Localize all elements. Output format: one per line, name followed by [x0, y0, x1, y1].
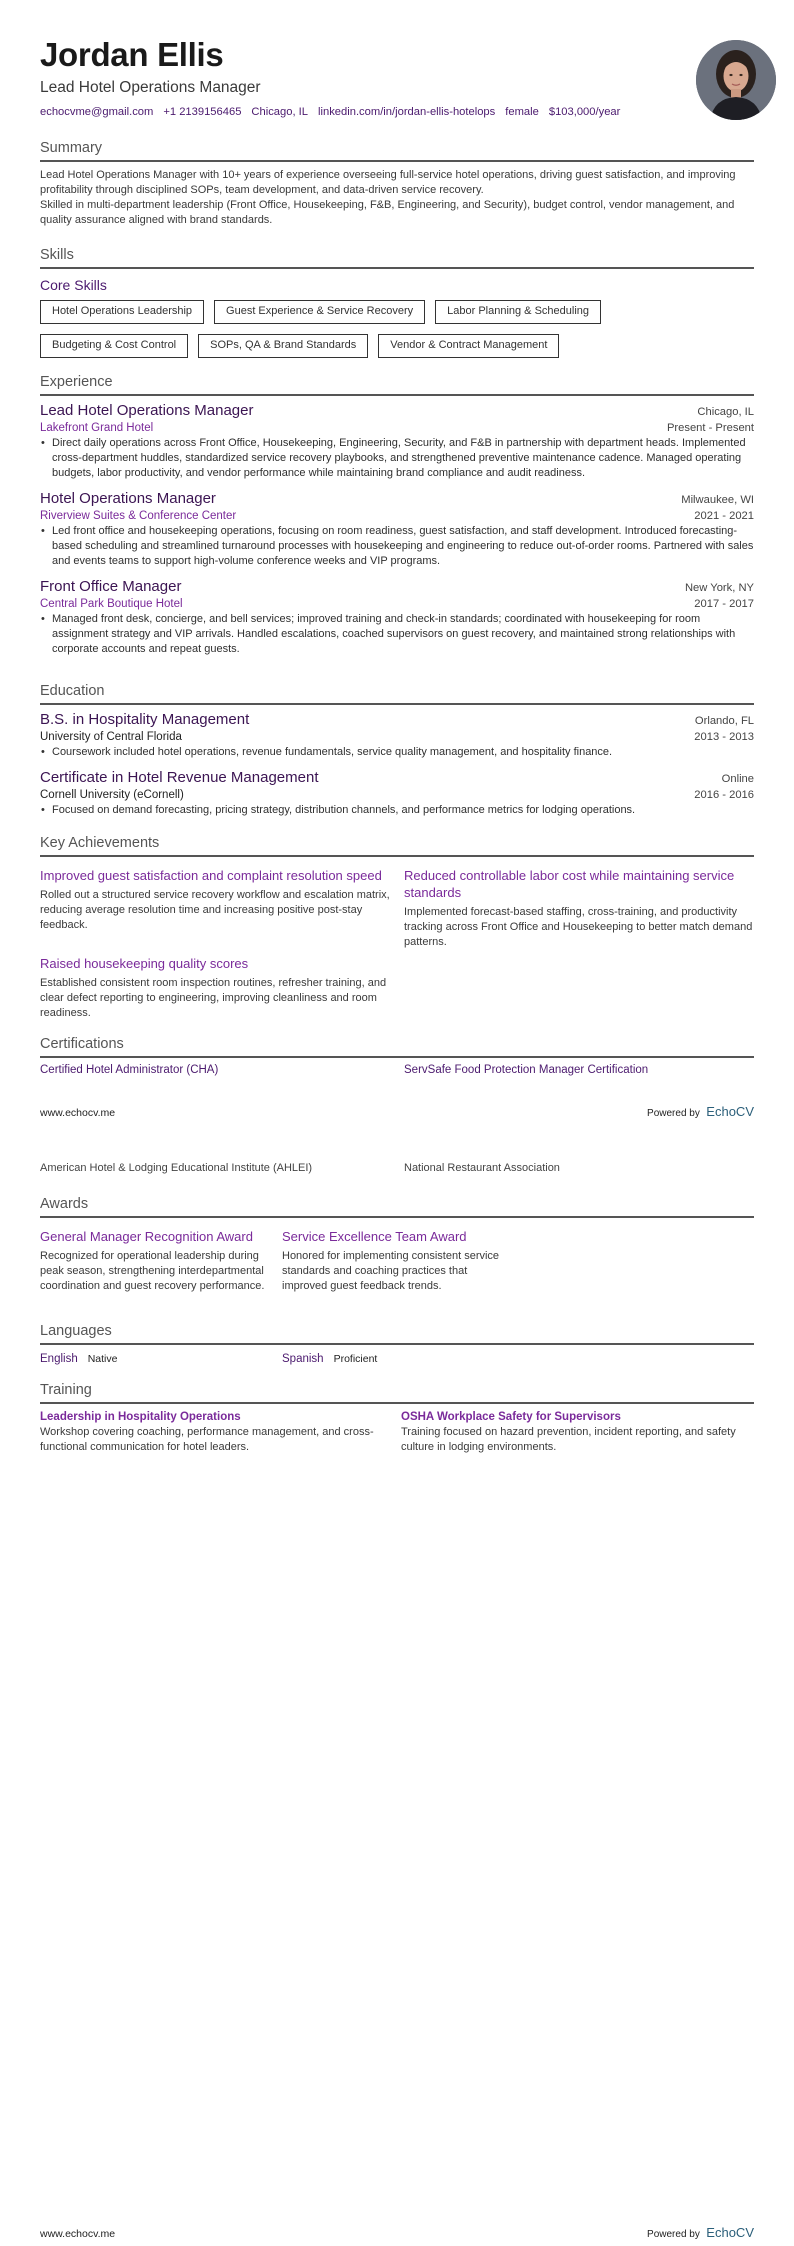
- job-dates: 2021 - 2021: [694, 510, 754, 522]
- experience-entry: [40, 489, 754, 569]
- training-title: Training: [40, 1381, 754, 1404]
- training-item: [40, 1410, 390, 1455]
- job-dates: Present - Present: [666, 422, 754, 434]
- achievement-item: [40, 955, 390, 1021]
- languages-title: Languages: [40, 1322, 754, 1345]
- language-item: [40, 1351, 117, 1367]
- page-footer: [40, 2224, 754, 2242]
- skills-group-title: Core Skills: [40, 277, 107, 293]
- training-item: [401, 1410, 754, 1455]
- job-company: Riverview Suites & Conference Center: [40, 510, 237, 522]
- school-location: Orlando, FL: [694, 715, 754, 727]
- avatar-portrait-icon: [696, 40, 776, 120]
- contact-line: [40, 105, 754, 120]
- awards-title: Awards: [40, 1195, 754, 1218]
- contact-location: Chicago, IL: [251, 106, 309, 118]
- achievement-title: Raised housekeeping quality scores: [40, 956, 249, 971]
- job-title: Front Office Manager: [40, 578, 182, 595]
- certifications-section: [40, 1035, 754, 1083]
- experience-entry: [40, 401, 754, 481]
- language-level: Proficient: [333, 1353, 378, 1365]
- award-item: [40, 1228, 265, 1294]
- summary-section: [40, 139, 754, 228]
- training-title-item: OSHA Workplace Safety for Supervisors: [401, 1411, 621, 1423]
- achievement-item: [404, 867, 754, 950]
- language-item: [282, 1351, 377, 1367]
- achievements-title: Key Achievements: [40, 834, 754, 857]
- certification-name: ServSafe Food Protection Manager Certification: [404, 1064, 649, 1076]
- certification-name: Certified Hotel Administrator (CHA): [40, 1064, 219, 1076]
- language-name: Spanish: [282, 1353, 324, 1365]
- skills-title: Skills: [40, 246, 754, 269]
- page-footer: [40, 1103, 754, 1121]
- footer-brand[interactable]: EchoCV: [706, 1104, 754, 1119]
- experience-entry: [40, 577, 754, 657]
- education-entry: [40, 710, 754, 760]
- languages-section: [40, 1322, 754, 1371]
- education-dates: 2016 - 2016: [694, 789, 754, 801]
- certification-issuer: American Hotel & Lodging Educational Institute (AHLEI): [40, 1162, 313, 1174]
- job-location: Chicago, IL: [697, 406, 754, 418]
- award-text: Recognized for operational leadership during peak season, strengthening interdepartmental coordination and guest recovery performance.: [40, 1250, 265, 1292]
- training-section: [40, 1381, 754, 1454]
- achievement-title: Improved guest satisfaction and complaint resolution speed: [40, 868, 382, 883]
- school-location: Online: [721, 773, 754, 785]
- skills-row: [40, 300, 754, 324]
- skill-chip: SOPs, QA & Brand Standards: [198, 334, 368, 358]
- contact-salary: $103,000/year: [548, 106, 621, 118]
- certification-issuers: [40, 1161, 754, 1177]
- award-title: General Manager Recognition Award: [40, 1229, 253, 1244]
- achievement-title: Reduced controllable labor cost while maintaining service standards: [404, 868, 735, 900]
- summary-title: Summary: [40, 139, 754, 162]
- skill-chip: Guest Experience & Service Recovery: [214, 300, 425, 324]
- job-title: Hotel Operations Manager: [40, 490, 216, 507]
- contact-gender: female: [505, 106, 539, 118]
- school-name: University of Central Florida: [40, 731, 182, 743]
- degree-title: B.S. in Hospitality Management: [40, 711, 250, 728]
- footer-brand[interactable]: EchoCV: [706, 2225, 754, 2240]
- achievement-text: Rolled out a structured service recovery workflow and escalation matrix, reducing average resolution time and increasing positive post-stay feedback.: [40, 889, 390, 931]
- footer-url[interactable]: www.echocv.me: [40, 2228, 116, 2240]
- summary-paragraph: Skilled in multi-department leadership (Front Office, Housekeeping, F&B, Engineering, and Security), budget control, vendor management, and quality assurance aligned with brand standards.: [40, 199, 735, 226]
- skill-chip: Budgeting & Cost Control: [40, 334, 188, 358]
- award-title: Service Excellence Team Award: [282, 1229, 467, 1244]
- summary-paragraph: Lead Hotel Operations Manager with 10+ years of experience overseeing full-service hotel operations, driving guest satisfaction, and improving profitability through disciplined SOPs, team development, and data-driven service recovery.: [40, 169, 736, 196]
- education-section: [40, 682, 754, 818]
- training-text: Workshop covering coaching, performance management, and cross-functional communication for hotel leaders.: [40, 1426, 374, 1453]
- resume-header: [40, 36, 754, 122]
- job-bullet: • Managed front desk, concierge, and bell services; improved training and check-in standards; coordinated with housekeeping for room assignment strategy and VIP arrivals. Handled escalations, coached supervisors on guest recovery, and maintained strong relationships with corporate accounts and repeat guests.: [40, 612, 754, 657]
- contact-linkedin[interactable]: linkedin.com/in/jordan-ellis-hotelops: [318, 106, 496, 118]
- job-dates: 2017 - 2017: [694, 598, 754, 610]
- job-location: New York, NY: [684, 582, 754, 594]
- job-company: Central Park Boutique Hotel: [40, 598, 183, 610]
- skill-chip: Labor Planning & Scheduling: [435, 300, 601, 324]
- job-title: Lead Hotel Operations Manager: [40, 402, 254, 419]
- certification-issuer: National Restaurant Association: [404, 1162, 560, 1174]
- achievement-text: Implemented forecast-based staffing, cross-training, and productivity tracking across Front Office and Housekeeping to better match demand patterns.: [404, 906, 753, 948]
- training-text: Training focused on hazard prevention, incident reporting, and safety culture in lodging environments.: [401, 1426, 736, 1453]
- experience-title: Experience: [40, 373, 754, 396]
- skills-row: [40, 334, 754, 358]
- job-location: Milwaukee, WI: [681, 494, 754, 506]
- degree-title: Certificate in Hotel Revenue Management: [40, 769, 319, 786]
- achievements-section: [40, 834, 754, 1017]
- school-name: Cornell University (eCornell): [40, 789, 184, 801]
- skills-section: [40, 246, 754, 358]
- job-company: Lakefront Grand Hotel: [40, 422, 154, 434]
- achievement-text: Established consistent room inspection routines, refresher training, and clear defect reporting to engineering, improving cleanliness and room readiness.: [40, 977, 387, 1019]
- skill-chip: Vendor & Contract Management: [378, 334, 559, 358]
- education-dates: 2013 - 2013: [694, 731, 754, 743]
- education-bullet: • Coursework included hotel operations, revenue fundamentals, service quality management, and hospitality finance.: [40, 745, 754, 760]
- education-bullet: • Focused on demand forecasting, pricing strategy, distribution channels, and performance metrics for lodging operations.: [40, 803, 754, 818]
- awards-section: [40, 1195, 754, 1306]
- experience-section: [40, 373, 754, 657]
- footer-url[interactable]: www.echocv.me: [40, 1107, 116, 1119]
- education-entry: [40, 768, 754, 818]
- skill-chip: Hotel Operations Leadership: [40, 300, 204, 324]
- contact-phone[interactable]: +1 2139156465: [163, 106, 242, 118]
- achievement-item: [40, 867, 390, 933]
- footer-powered-label: Powered by: [647, 2229, 700, 2240]
- job-bullet: • Direct daily operations across Front Office, Housekeeping, Engineering, Security, and F&B in partnership with department heads. Implemented cross-department huddles, standardized service recovery playbooks, and strengthened preventive maintenance cadence. Managed operating budgets, labor productivity, and vendor performance while maintaining brand compliance and audit readiness.: [40, 436, 754, 481]
- footer-powered-label: Powered by: [647, 1108, 700, 1119]
- candidate-name: Jordan Ellis: [40, 36, 224, 73]
- training-title-item: Leadership in Hospitality Operations: [40, 1411, 241, 1423]
- award-text: Honored for implementing consistent service standards and coaching practices that improved guest feedback trends.: [282, 1250, 500, 1292]
- candidate-role: Lead Hotel Operations Manager: [40, 79, 261, 96]
- language-level: Native: [87, 1353, 118, 1365]
- contact-email[interactable]: echocvme@gmail.com: [40, 106, 154, 118]
- education-title: Education: [40, 682, 754, 705]
- job-bullet: • Led front office and housekeeping operations, focusing on room readiness, guest satisfaction, and staff development. Introduced forecasting-based scheduling and streamlined turnaround processes with housekeeping and engineering to reduce out-of-order rooms. Partnered with sales and events teams to support high-volume conference weeks and VIP programs.: [40, 524, 754, 569]
- language-name: English: [40, 1353, 78, 1365]
- certifications-title: Certifications: [40, 1035, 754, 1058]
- avatar: [696, 40, 776, 120]
- award-item: [282, 1228, 507, 1294]
